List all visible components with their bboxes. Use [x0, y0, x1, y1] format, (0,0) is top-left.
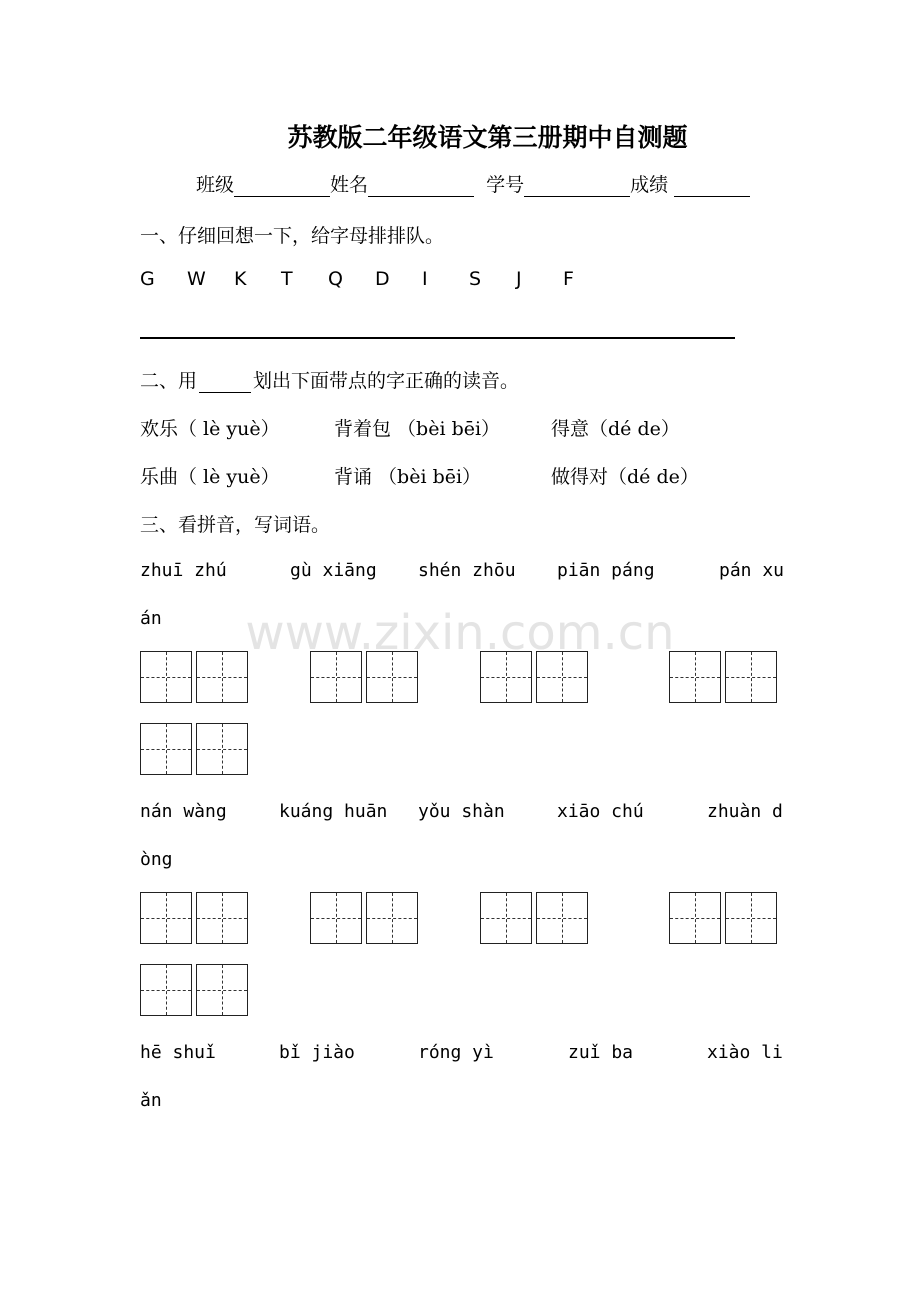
letter: G — [140, 268, 155, 290]
reading-item: 背诵 （bèi bēi） — [334, 466, 482, 488]
section3-heading: 三、看拼音，写词语。 — [140, 514, 331, 536]
letter: D — [375, 268, 390, 290]
letter: S — [469, 268, 482, 290]
class-label: 班级 — [196, 174, 235, 196]
writing-box[interactable] — [140, 964, 192, 1016]
writing-grid-pair[interactable] — [480, 651, 588, 703]
writing-box[interactable] — [310, 892, 362, 944]
pinyin-word: pán xu — [719, 560, 785, 581]
section1-heading: 一、仔细回想一下，给字母排排队。 — [140, 225, 445, 247]
writing-grid-pair[interactable] — [140, 964, 248, 1016]
pinyin-word: xiāo chú — [557, 801, 644, 822]
writing-box[interactable] — [140, 651, 192, 703]
writing-grid-pair[interactable] — [310, 651, 418, 703]
pinyin-word: róng yì — [418, 1042, 494, 1063]
underline-sample — [199, 372, 251, 393]
letters-row — [140, 268, 610, 290]
pinyin-word: zhuī zhú — [140, 560, 227, 581]
answer-line[interactable] — [140, 337, 735, 339]
writing-box[interactable] — [196, 723, 248, 775]
writing-box[interactable] — [536, 892, 588, 944]
reading-item: 乐曲（ lè yuè） — [140, 466, 280, 488]
letter: T — [281, 268, 293, 290]
writing-box[interactable] — [480, 892, 532, 944]
pinyin-word: nán wàng — [140, 801, 227, 822]
pinyin-word: kuáng huān — [279, 801, 388, 822]
section2-heading — [140, 366, 519, 393]
letter: W — [187, 268, 206, 290]
reading-item: 得意（dé de） — [551, 418, 680, 440]
writing-grid-pair[interactable] — [669, 651, 777, 703]
name-blank[interactable] — [368, 174, 474, 197]
writing-box[interactable] — [366, 892, 418, 944]
score-label: 成绩 — [630, 174, 669, 196]
writing-grid-pair[interactable] — [310, 892, 418, 944]
writing-grid-pair[interactable] — [480, 892, 588, 944]
writing-box[interactable] — [196, 651, 248, 703]
letter: K — [234, 268, 247, 290]
pinyin-word: gù xiāng — [290, 560, 377, 581]
letter: F — [563, 268, 574, 290]
pinyin-wrap: òng — [140, 849, 173, 870]
writing-grid-pair[interactable] — [669, 892, 777, 944]
reading-item: 欢乐（ lè yuè） — [140, 418, 280, 440]
name-label: 姓名 — [330, 174, 369, 196]
writing-grid-pair[interactable] — [140, 651, 248, 703]
writing-box[interactable] — [140, 892, 192, 944]
id-blank[interactable] — [524, 174, 630, 197]
pinyin-word: bǐ jiào — [279, 1042, 355, 1063]
reading-item: 做得对（dé de） — [551, 466, 699, 488]
writing-box[interactable] — [140, 723, 192, 775]
reading-item: 背着包 （bèi bēi） — [334, 418, 501, 440]
pinyin-word: xiào li — [707, 1042, 783, 1063]
writing-grid-pair[interactable] — [140, 892, 248, 944]
pinyin-word: piān páng — [557, 560, 655, 581]
pinyin-word: zhuàn d — [707, 801, 783, 822]
pinyin-wrap: ǎn — [140, 1090, 162, 1111]
writing-box[interactable] — [366, 651, 418, 703]
letter: J — [516, 268, 522, 290]
class-blank[interactable] — [234, 174, 330, 197]
writing-box[interactable] — [669, 651, 721, 703]
writing-box[interactable] — [480, 651, 532, 703]
writing-box[interactable] — [725, 651, 777, 703]
writing-box[interactable] — [536, 651, 588, 703]
page-title: 苏教版二年级语文第三册期中自测题 — [287, 123, 688, 152]
letter: Q — [328, 268, 343, 290]
writing-grid-pair[interactable] — [140, 723, 248, 775]
watermark: www.zixin.com.cn — [245, 605, 675, 661]
section2-heading-pre: 二、用 — [140, 370, 198, 392]
letter: I — [422, 268, 428, 290]
writing-box[interactable] — [196, 964, 248, 1016]
student-info-line — [196, 170, 750, 197]
pinyin-word: yǒu shàn — [418, 801, 505, 822]
pinyin-word: shén zhōu — [418, 560, 516, 581]
section2-heading-post: 划出下面带点的字正确的读音。 — [253, 370, 520, 392]
writing-box[interactable] — [669, 892, 721, 944]
id-label: 学号 — [486, 174, 525, 196]
pinyin-wrap: án — [140, 608, 162, 629]
writing-box[interactable] — [196, 892, 248, 944]
pinyin-word: zuǐ ba — [568, 1042, 634, 1063]
writing-box[interactable] — [310, 651, 362, 703]
pinyin-word: hē shuǐ — [140, 1042, 216, 1063]
score-blank[interactable] — [674, 174, 750, 197]
writing-box[interactable] — [725, 892, 777, 944]
